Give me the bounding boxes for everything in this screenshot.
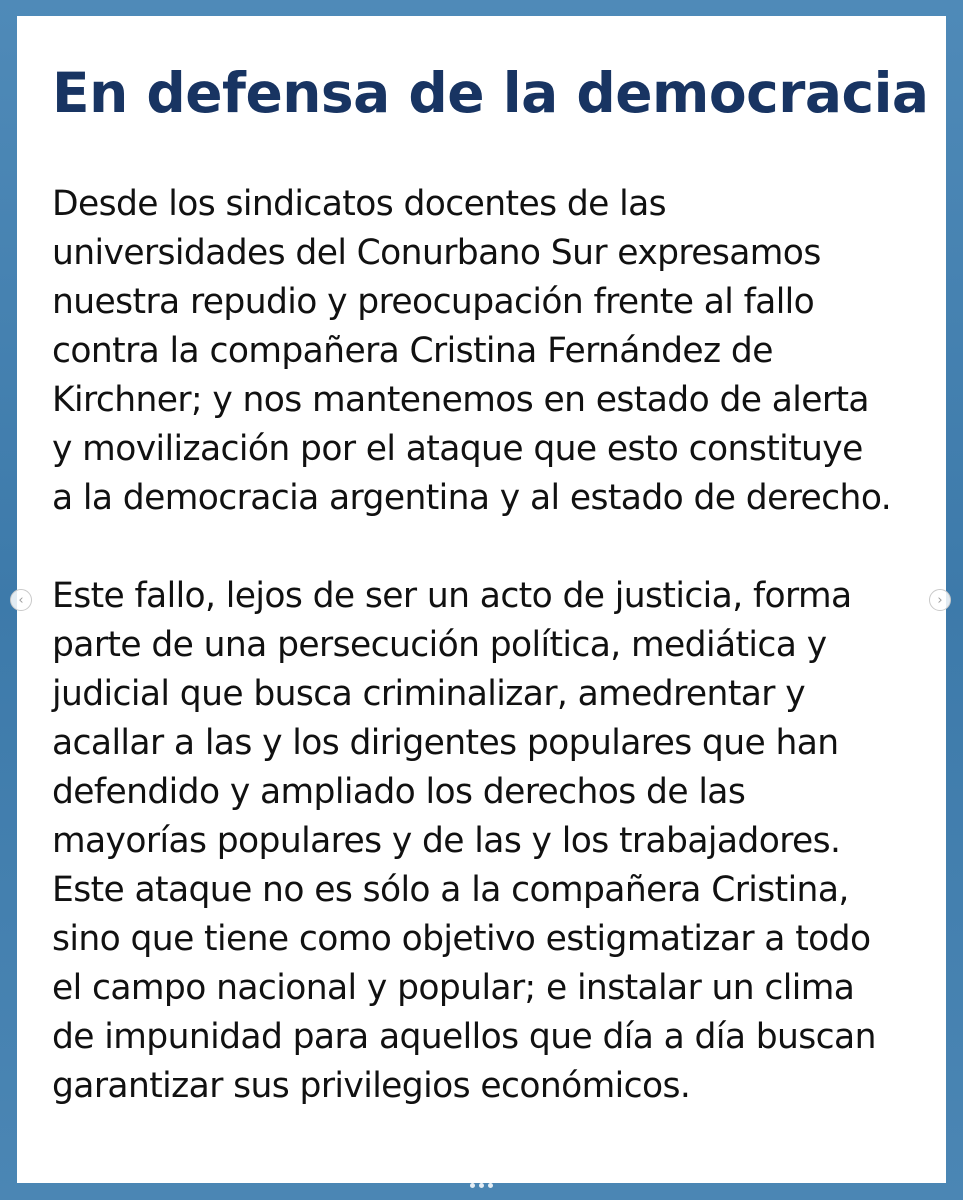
body-line: Este fallo, lejos de ser un acto de justicia, forma [52,576,852,616]
body-line: de impunidad para aquellos que día a día buscan [52,1017,876,1057]
paragraph-gap [52,523,922,572]
body-line: Este ataque no es sólo a la compañera Cristina, [52,870,849,910]
body-line: a la democracia argentina y al estado de derecho. [52,478,892,518]
body-line: parte de una persecución política, mediática y [52,625,827,665]
body-line: garantizar sus privilegios económicos. [52,1066,691,1106]
body-line: acallar a las y los dirigentes populares que han [52,723,839,763]
body-line: Desde los sindicatos docentes de las [52,184,667,224]
paragraph-2 [52,572,922,1111]
body-line: universidades del Conurbano Sur expresamos [52,233,821,273]
body-line: Kirchner; y nos mantenemos en estado de alerta [52,380,869,420]
carousel-prev-button[interactable] [10,589,32,611]
body-line: nuestra repudio y preocupación frente al fallo [52,282,815,322]
chevron-left-icon: ‹ [18,592,24,608]
post-card [17,16,946,1183]
chevron-right-icon: › [937,592,943,608]
carousel-dot[interactable] [470,1183,475,1188]
carousel-next-button[interactable] [929,589,951,611]
carousel-indicator [470,1183,493,1188]
paragraph-1 [52,180,922,523]
body-line: el campo nacional y popular; e instalar un clima [52,968,855,1008]
body-line: judicial que busca criminalizar, amedrentar y [52,674,806,714]
carousel-dot[interactable] [488,1183,493,1188]
body-line: mayorías populares y de las y los trabajadores. [52,821,841,861]
post-body [52,180,922,1111]
body-line: contra la compañera Cristina Fernández de [52,331,773,371]
body-line: sino que tiene como objetivo estigmatizar a todo [52,919,871,959]
body-line: defendido y ampliado los derechos de las [52,772,746,812]
body-line: y movilización por el ataque que esto constituye [52,429,863,469]
carousel-dot[interactable] [479,1183,484,1188]
post-title: En defensa de la democracia [52,61,929,125]
